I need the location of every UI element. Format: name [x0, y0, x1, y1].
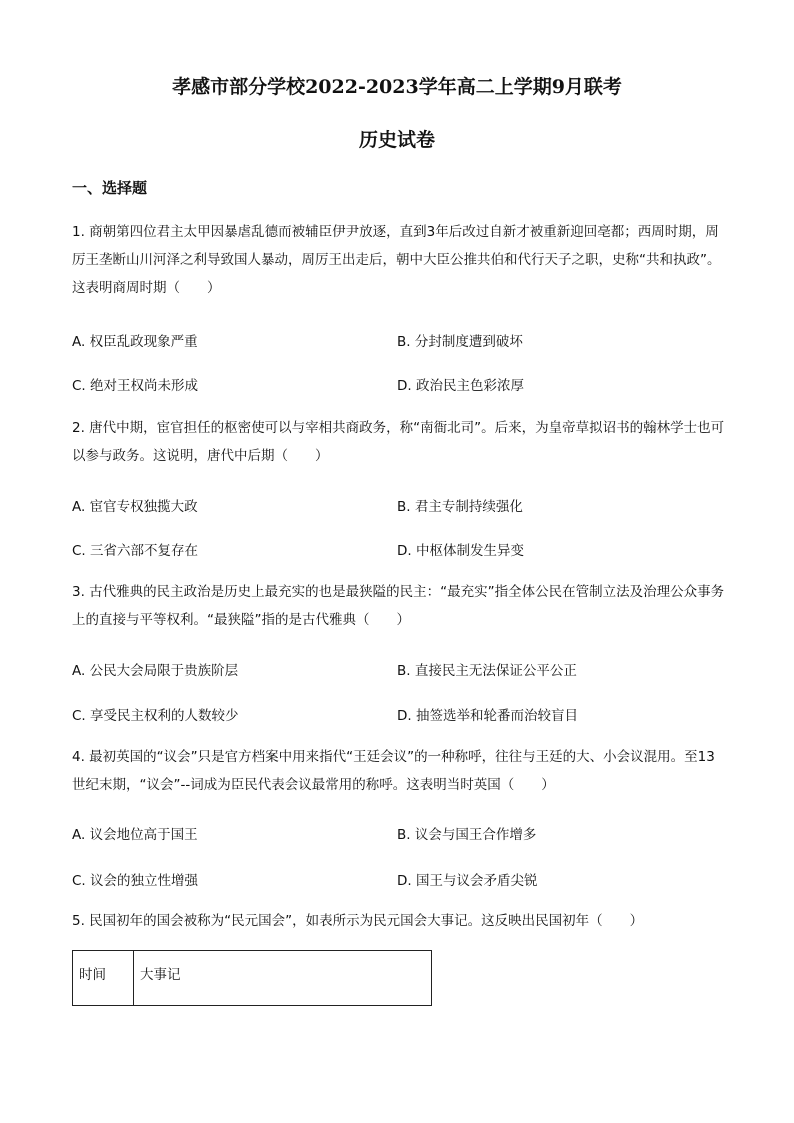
- exam-title: 孝感市部分学校2022-2023学年高二上学期9月联考: [172, 76, 622, 98]
- question-3-option-b: B. 直接民主无法保证公平公正: [397, 663, 577, 679]
- question-1-option-b: B. 分封制度遭到破坏: [397, 334, 523, 350]
- question-1-option-c: C. 绝对王权尚未形成: [72, 378, 199, 394]
- question-2-option-b: B. 君主专制持续强化: [397, 499, 523, 515]
- question-3-stem: 3. 古代雅典的民主政治是历史上最充实的也是最狭隘的民主：“最充实”指全体公民在管制立法及治理公众事务上的直接与平等权利。“最狭隘”指的是古代雅典（ ）: [72, 584, 725, 628]
- question-2-stem: 2. 唐代中期，宦官担任的枢密使可以与宰相共商政务，称“南衙北司”。后来，为皇帝草拟诏书的翰林学士也可以参与政务。这说明，唐代中后期（ ）: [72, 420, 725, 464]
- question-2-option-d: D. 中枢体制发生异变: [397, 543, 524, 559]
- question-2-option-a: A. 宦官专权独揽大政: [72, 499, 198, 515]
- question-1-stem: 1. 商朝第四位君主太甲因暴虐乱德而被辅臣伊尹放逐，直到3年后改过自新才被重新迎回亳都；西周时期，周厉王垄断山川河泽之利导致国人暴动，周厉王出走后，朝中大臣公推共伯和代行天子之职，史称“共和执政”。这表明商周时期（ ）: [72, 224, 721, 296]
- question-3-option-d: D. 抽签选举和轮番而治较盲目: [397, 708, 578, 724]
- question-4-option-b: B. 议会与国王合作增多: [397, 827, 537, 843]
- question-1-option-d: D. 政治民主色彩浓厚: [397, 378, 524, 394]
- section-heading: 一、选择题: [72, 179, 148, 197]
- question-3-option-a: A. 公民大会局限于贵族阶层: [72, 663, 239, 679]
- table-row: [73, 951, 432, 1006]
- question-1-option-a: A. 权臣乱政现象严重: [72, 334, 198, 350]
- question-5-stem: 5. 民国初年的国会被称为“民元国会”，如表所示为民元国会大事记。这反映出民国初年（ ）: [72, 913, 644, 929]
- question-3-option-c: C. 享受民主权利的人数较少: [72, 708, 239, 724]
- question-4-option-c: C. 议会的独立性增强: [72, 873, 199, 889]
- table-header-time: 时间: [73, 951, 134, 1006]
- table-header-events: 大事记: [134, 951, 432, 1006]
- question-4-option-a: A. 议会地位高于国王: [72, 827, 198, 843]
- exam-subtitle: 历史试卷: [358, 129, 435, 151]
- question-4-option-d: D. 国王与议会矛盾尖锐: [397, 873, 538, 889]
- question-4-stem: 4. 最初英国的“议会”只是官方档案中用来指代“王廷会议”的一种称呼，往往与王廷的大、小会议混用。至13世纪末期，“议会”--词成为臣民代表会议最常用的称呼。这表明当时英国（ ）: [72, 749, 715, 793]
- events-table: [72, 950, 432, 1006]
- question-2-option-c: C. 三省六部不复存在: [72, 543, 199, 559]
